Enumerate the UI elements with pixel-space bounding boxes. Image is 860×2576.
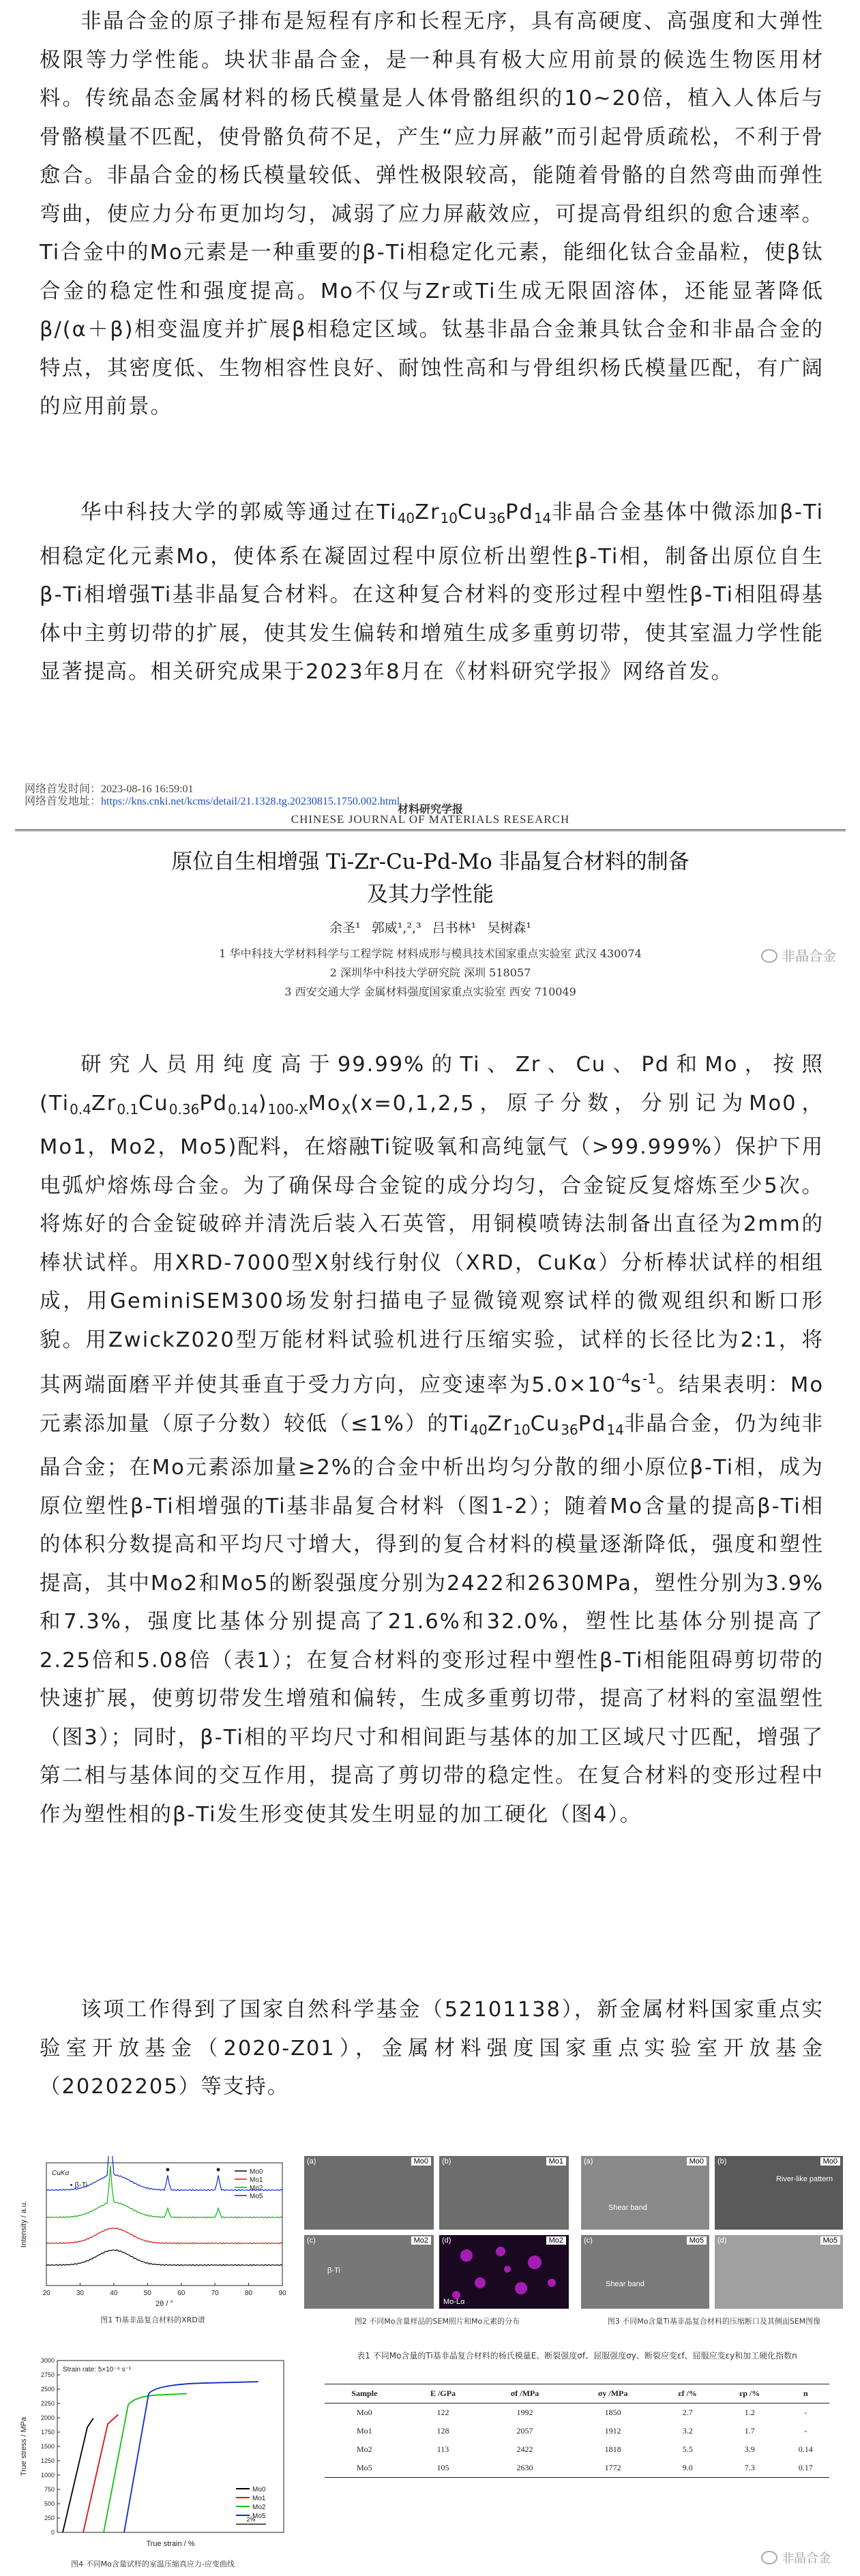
x-tick-label: 30	[76, 2290, 84, 2297]
curve-Mo1	[83, 2414, 118, 2532]
table-cell: 0.14	[798, 2444, 813, 2454]
table-cell: 2.7	[682, 2408, 693, 2417]
paper-title: 原位自生相增强 Ti-Zr-Cu-Pd-Mo 非晶复合材料的制备 及其力学性能	[171, 850, 690, 907]
legend-entry: Mo5	[250, 2193, 263, 2200]
wechat-icon	[761, 2551, 777, 2564]
table-row	[325, 2403, 829, 2423]
fig2-sem	[304, 2156, 572, 2335]
paper-header-image	[15, 776, 846, 1021]
y-tick-label: 250	[44, 2515, 55, 2521]
online-publish-time: 网络首发时间：2023-08-16 16:59:01	[25, 783, 194, 795]
x-axis-label: 2θ / °	[155, 2300, 173, 2308]
x-tick-label: 60	[177, 2290, 186, 2297]
legend-entry: Mo0	[250, 2168, 263, 2176]
beta-ti-label: β-Ti	[327, 2266, 340, 2275]
fig3-panel-b: (b) Mo0 River-like pattern	[715, 2156, 843, 2230]
fig3-panel-a: (a) Mo0 Shear band	[581, 2156, 709, 2230]
col-eps-f: εf /%	[678, 2388, 697, 2398]
affiliation-2: 2 深圳华中科技大学研究院 深圳 518057	[329, 966, 531, 979]
table-cell: -	[804, 2408, 807, 2417]
fig4-stress-strain	[16, 2354, 289, 2572]
table-cell: 1850	[604, 2408, 621, 2417]
y-tick-label: 1750	[40, 2429, 55, 2436]
funding-paragraph	[40, 1991, 824, 2107]
fig1-caption: 图1 Ti基非晶复合材料的XRD谱	[100, 2316, 205, 2324]
table-cell: Mo5	[356, 2463, 372, 2472]
online-publish-address: 网络首发地址：https://kns.cnki.net/kcms/detail/21.1328.tg.20230815.1750.002.html	[25, 796, 400, 807]
funding-text: 该项工作得到了国家自然科学基金（52101138），新金属材料国家重点实验室开放基金（2020-Z01），金属材料强度国家重点实验室开放基金（20202205）等支持。	[40, 1998, 824, 2099]
table-row	[325, 2422, 829, 2440]
table-cell: 2422	[516, 2444, 533, 2454]
y-tick-label: 2750	[40, 2371, 55, 2378]
table-cell: Mo2	[356, 2444, 372, 2454]
figures-composite	[0, 2151, 860, 2576]
fig3-caption: 图3 不同Mo含量Ti基非晶复合材料的压缩断口及其侧面SEM图像	[607, 2317, 821, 2326]
table1-title: 表1 不同Mo含量的Ti基非晶复合材料的杨氏模量E、断裂强度σf、屈服强度σy、断裂应变εf、屈服应变εy和加工硬化指数n	[357, 2351, 797, 2361]
y-axis-label: Intensity / a.u.	[20, 2200, 28, 2248]
strain-rate-annotation: Strain rate: 5×10⁻⁴ s⁻¹	[63, 2366, 132, 2373]
curve-Mo5	[124, 2382, 258, 2532]
series-line-Mo2	[46, 2166, 282, 2218]
fig2-panel-b: (b) Mo1	[439, 2156, 569, 2230]
legend-entry: Mo5	[252, 2513, 266, 2520]
paper-authors: 余圣¹ 郭威¹,²,³ 吕书林¹ 吴树森¹	[329, 920, 531, 935]
fig1-xrd	[16, 2156, 289, 2326]
intro-text: 非晶合金的原子排布是短程有序和长程无序，具有高硬度、高强度和大弹性极限等力学性能。块状非晶合金，是一种具有极大应用前景的候选生物医用材料。传统晶态金属材料的杨氏模量是人体骨骼组织的10~20倍，植入人体后与骨骼模量不匹配，使骨骼负荷不足，产生“应力屏蔽”而引起骨质疏松，不利于骨愈合。非晶合金的杨氏模量较低、弹性极限较高，能随着骨骼的自然弯曲而弹性弯曲，使应力分布更加均匀，减弱了应力屏蔽效应，可提高骨组织的愈合速率。Ti合金中的Mo元素是一种重要的β-Ti相稳定化元素，能细化钛合金晶粒，使β钛合金的稳定性和强度提高。Mo不仅与Zr或Ti生成无限固溶体，还能显著降低β/(α＋β)相变温度并扩展β相稳定区域。钛基非晶合金兼具钛合金和非晶合金的特点，其密度低、生物相容性良好、耐蚀性高和与骨组织杨氏模量匹配，有广阔的应用前景。	[40, 10, 824, 419]
journal-name-cn: 材料研究学报	[397, 804, 463, 815]
table-cell: 0.17	[798, 2463, 813, 2472]
table-cell: 1.2	[744, 2408, 755, 2417]
x-tick-label: 90	[278, 2290, 286, 2297]
table-row	[325, 2459, 829, 2478]
series-line-Mo1	[46, 2228, 282, 2244]
y-tick-label: 0	[50, 2529, 55, 2536]
y-tick-label: 2500	[40, 2386, 55, 2393]
col-sample: Sample	[351, 2388, 378, 2398]
table-cell: Mo1	[356, 2426, 372, 2436]
publish-link[interactable]: https://kns.cnki.net/kcms/detail/21.1328.tg.20230815.1750.002.html	[101, 796, 400, 807]
properties-table	[325, 2384, 829, 2478]
y-tick-label: 1000	[40, 2472, 55, 2478]
table-cell: -	[804, 2426, 807, 2436]
table-cell: 3.2	[682, 2426, 693, 2436]
table-cell: 2630	[516, 2463, 533, 2472]
table-cell: 128	[436, 2426, 449, 2436]
table-cell: 1912	[604, 2426, 621, 2436]
source-label: CuKα	[52, 2170, 70, 2177]
fig2-panel-c: (c) Mo2 β-Ti	[304, 2235, 434, 2309]
y-axis-label: True stress / MPa	[20, 2416, 28, 2476]
fig2-panel-a: (a) Mo0	[304, 2156, 434, 2230]
y-tick-label: 500	[44, 2500, 55, 2507]
x-axis-label: True strain / %	[146, 2540, 195, 2548]
xrd-chart	[16, 2156, 289, 2311]
watermark: 非晶合金	[761, 945, 836, 965]
x-tick-label: 40	[110, 2290, 118, 2297]
table-cell: 2057	[516, 2426, 533, 2436]
fig2-caption: 图2 不同Mo含量样品的SEM照片和Mo元素的分布	[354, 2317, 520, 2326]
affiliation-1: 1 华中科技大学材料科学与工程学院 材料成形与模具技术国家重点实验室 武汉 430074	[219, 947, 642, 960]
methods-results-paragraph: 研究人员用纯度高于99.99%的Ti、Zr、Cu、Pd和Mo，按照$(Ti_{0.4}Zr_{0.1}Cu_{0.36}Pd_{0.14})_{100-X}Mo_X(x=0,1,2,5$，原子分数，分别记为Mo0，Mo1，Mo2，Mo5)配料，在熔融Ti锭吸氧和高纯氩气（>99.999%）保护下用电弧炉熔炼母合金。为了确保母合金锭的成分均匀，合金锭反复熔炼至少5次。将炼好的合金锭破碎并清洗后装入石英管，用铜模喷铸法制备出直径为2mm的棒状试样。用XRD-7000型X射线行射仪（XRD，CuKα）分析棒状试样的相组成，用GeminiSEM300场发射扫描电子显微镜观察试样的微观组织和断口形貌。用ZwickZ020型万能材料试验机进行压缩实验，试样的长径比为2:1，将其两端面磨平并使其垂直于受力方向，应变速率为$5.0\times 10^{-4}s^{-1}$。结果表明：Mo元素添加量（原子分数）较低（≤1%）的$Ti_{40}Zr_{10}Cu_{36}Pd_{14}$非晶合金，仍为纯非晶合金；在Mo元素添加量≥2%的合金中析出均匀分散的细小原位β-Ti相，成为原位塑性β-Ti相增强的Ti基非晶复合材料（图1-2）；随着Mo含量的提高β-Ti相的体积分数提高和平均尺寸增大，得到的复合材料的模量逐渐降低，强度和塑性提高，其中Mo2和Mo5的断裂强度分别为2422和2630MPa，塑性分别为3.9%和7.3%，强度比基体分别提高了21.6%和32.0%，塑性比基体分别提高了2.25倍和5.08倍（表1）；在复合材料的变形过程中塑性β-Ti相能阻碍剪切带的快速扩展，使剪切带发生增殖和偏转，生成多重剪切带，提高了材料的室温塑性（图3）；同时，β-Ti相的平均尺寸和相间距与基体的加工区域尺寸匹配，增强了第二相与基体间的交互作用，提高了剪切带的稳定性。在复合材料的变形过程中作为塑性相的β-Ti发生形变使其发生明显的加工硬化（图4）。	[40, 1053, 825, 1827]
beta-ti-marker-label: • β-Ti	[70, 2181, 88, 2189]
table-cell: 5.5	[682, 2444, 693, 2454]
table-cell: 105	[436, 2463, 449, 2472]
table-cell: 9.0	[682, 2463, 693, 2472]
legend-entry: Mo1	[252, 2495, 266, 2502]
header-rule	[15, 829, 846, 831]
x-tick-label: 20	[42, 2290, 50, 2297]
affiliation-3: 3 西安交通大学 金属材料强度国家重点实验室 西安 710049	[284, 985, 576, 998]
fig3-panel-d: (d) Mo5	[715, 2235, 843, 2309]
table-cell: Mo0	[356, 2408, 372, 2417]
wechat-icon	[761, 949, 777, 963]
legend-entry: Mo0	[252, 2486, 266, 2493]
col-sigma-f: σf /MPa	[510, 2388, 539, 2398]
y-tick-label: 1250	[40, 2457, 55, 2464]
col-E: E /GPa	[430, 2388, 456, 2398]
intro-paragraph	[40, 3, 824, 427]
table-cell: 122	[436, 2408, 449, 2417]
table-row	[325, 2440, 829, 2459]
table-cell: 1818	[604, 2444, 621, 2454]
table-cell: 7.3	[744, 2463, 755, 2472]
y-tick-label: 2250	[40, 2400, 55, 2407]
scale-bar-label: 2%	[246, 2516, 256, 2523]
table-cell: 1992	[516, 2408, 533, 2417]
legend-entry: Mo1	[250, 2176, 263, 2184]
research-summary-paragraph: 华中科技大学的郭威等通过在$Ti_{40}Zr_{10}Cu_{36}Pd_{14}$非晶合金基体中微添加β-Ti相稳定化元素Mo，使体系在凝固过程中原位析出塑性β-Ti相，制备出原位自生β-Ti相增强Ti基非晶复合材料。在这种复合材料的变形过程中塑性β-Ti相阻碍基体中主剪切带的扩展，使其发生偏转和增殖生成多重剪切带，使其室温力学性能显著提高。相关研究成果于2023年8月在《材料研究学报》网络首发。	[40, 500, 824, 684]
watermark-2: 非晶合金	[761, 2549, 831, 2566]
fig4-caption: 图4 不同Mo含量试样的室温压缩真应力-应变曲线	[71, 2560, 235, 2568]
journal-name-en: CHINESE JOURNAL OF MATERIALS RESEARCH	[291, 813, 570, 826]
fig3-panel-c: (c) Mo5 Shear band	[581, 2235, 709, 2309]
y-tick-label: 3000	[40, 2357, 55, 2364]
fig2-panel-d: (d) Mo2 Mo-Lα	[439, 2235, 569, 2309]
fig3-fracture	[581, 2156, 847, 2335]
x-tick-label: 70	[211, 2290, 219, 2297]
y-tick-label: 2000	[40, 2414, 55, 2421]
series-line-Mo0	[46, 2250, 282, 2266]
col-n: n	[803, 2388, 808, 2398]
x-tick-label: 80	[245, 2290, 253, 2297]
legend-entry: Mo2	[250, 2185, 263, 2192]
y-tick-label: 1500	[40, 2443, 55, 2450]
stress-strain-chart	[16, 2354, 289, 2556]
table-cell: 1772	[604, 2463, 621, 2472]
table1	[304, 2350, 847, 2568]
legend-entry: Mo2	[252, 2504, 266, 2511]
x-tick-label: 50	[143, 2290, 151, 2297]
col-sigma-y: σy /MPa	[597, 2388, 628, 2398]
table-cell: 3.9	[744, 2444, 755, 2454]
plot-frame	[57, 2361, 284, 2532]
curve-Mo0	[63, 2418, 93, 2532]
beta-ti-peak-marker	[166, 2168, 169, 2172]
col-eps-p: εp /%	[739, 2388, 760, 2398]
table-cell: 113	[436, 2444, 449, 2454]
beta-ti-peak-marker	[217, 2168, 220, 2172]
mo-la-label: Mo-Lα	[443, 2298, 465, 2306]
y-tick-label: 750	[44, 2486, 55, 2493]
table-cell: 1.7	[744, 2426, 755, 2436]
